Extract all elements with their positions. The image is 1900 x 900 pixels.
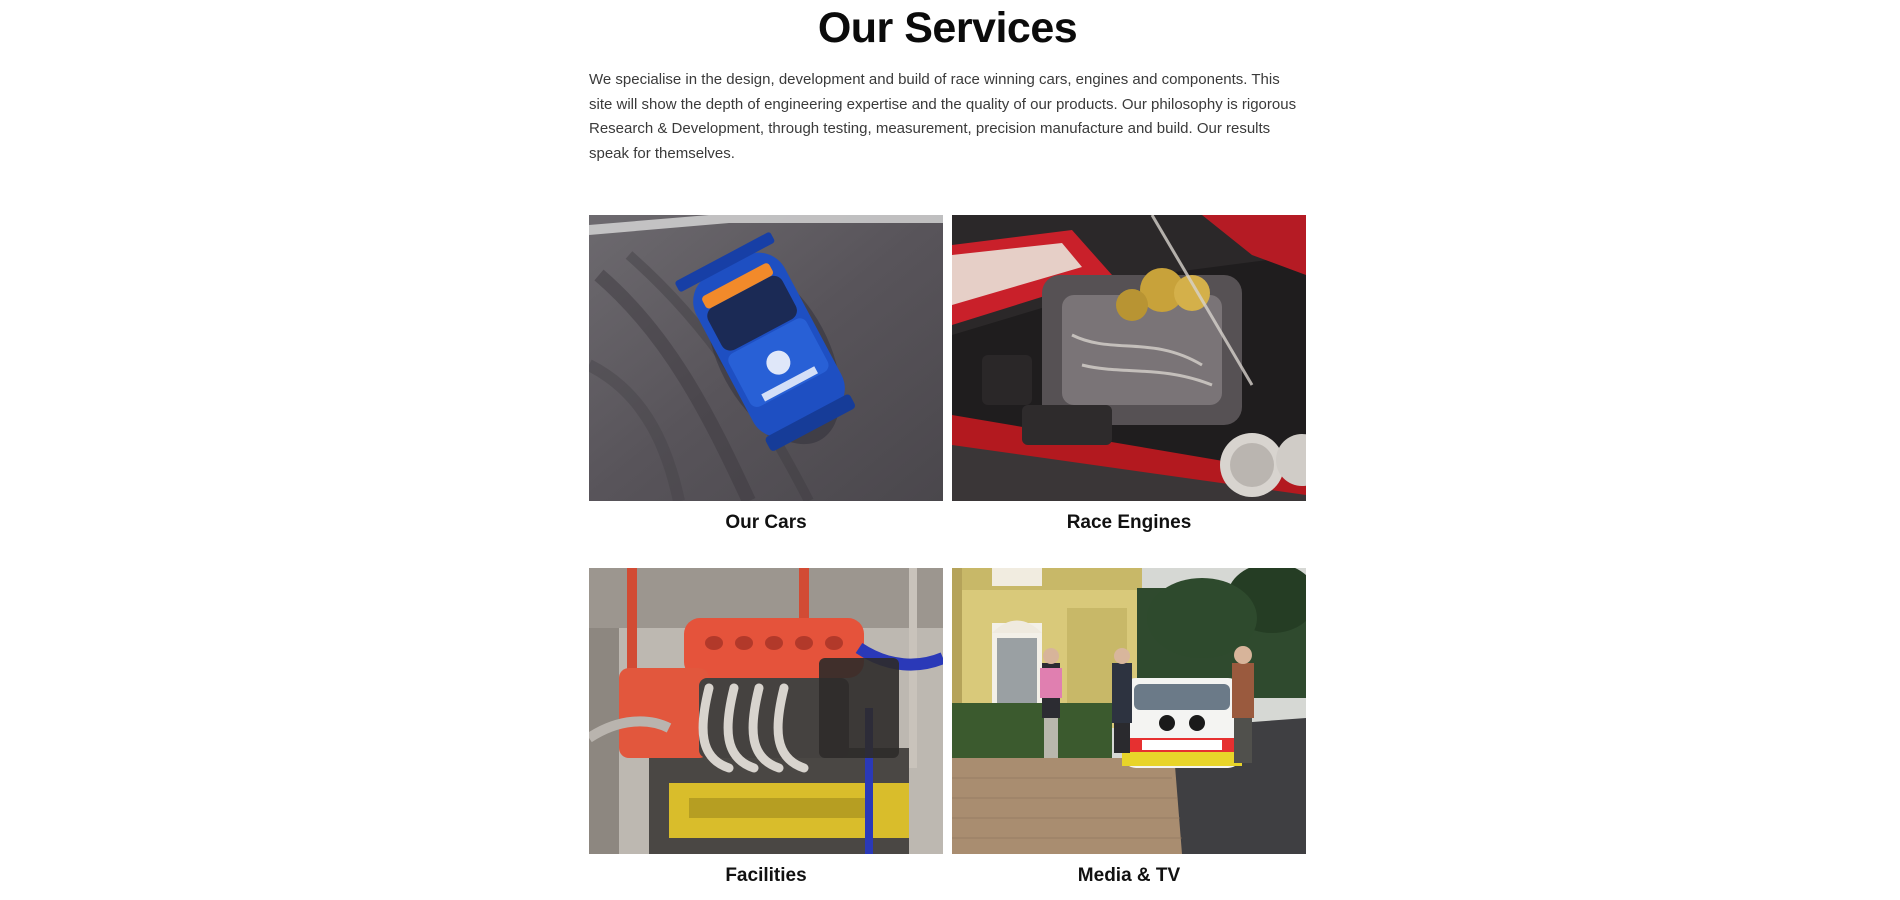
section-title: Our Services (817, 4, 1078, 52)
service-card-label[interactable]: Media & TV (1077, 865, 1181, 886)
section-intro: We specialise in the design, development and build of race winning cars, engines and components. This site will show the depth of engineering expertise and the quality of our products. Our philosophy is rigorous Research & Development, through testing, measurement, precision manufacture and build. Our results speak for themselves. (589, 71, 1297, 162)
rally-car-filming-photo[interactable] (952, 568, 1306, 854)
service-card-label[interactable]: Facilities (725, 865, 807, 886)
engine-bay-photo[interactable] (952, 215, 1306, 501)
service-card-label[interactable]: Our Cars (725, 512, 807, 533)
engine-dyno-photo[interactable] (589, 568, 943, 854)
blue-race-car-photo[interactable] (589, 215, 943, 501)
service-card-label[interactable]: Race Engines (1066, 512, 1192, 533)
